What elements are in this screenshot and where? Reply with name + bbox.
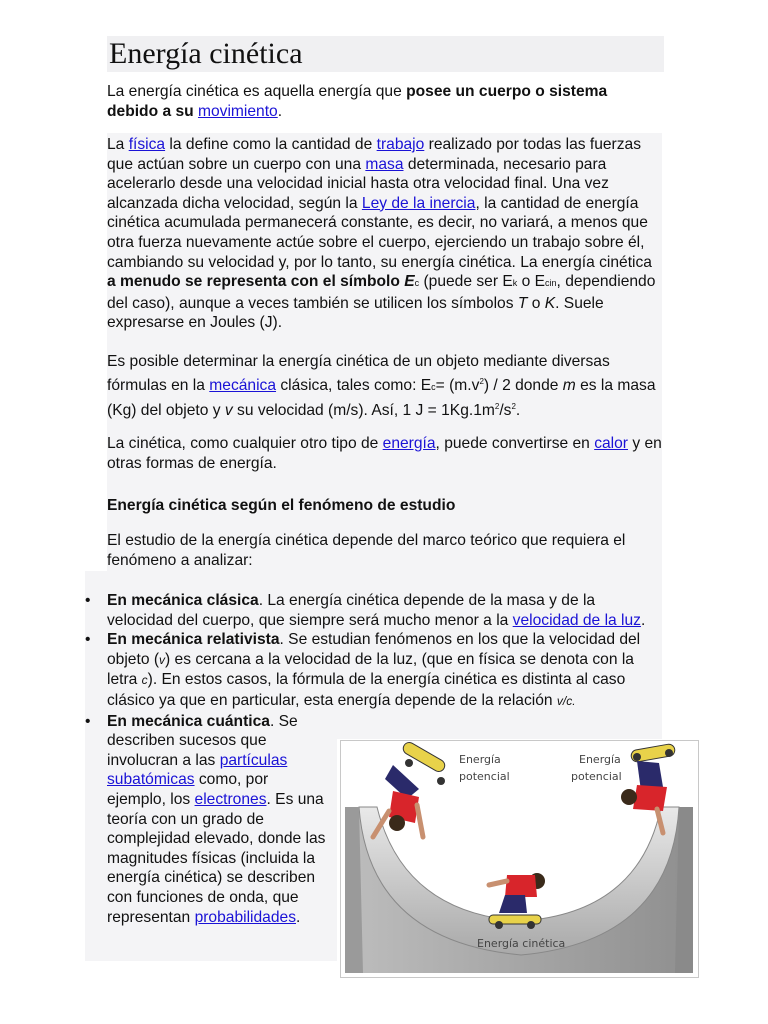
skater-bottom (489, 873, 545, 929)
label-energia-potencial-left: Energía (459, 753, 501, 766)
link-mecanica[interactable]: mecánica (209, 376, 277, 394)
link-trabajo[interactable]: trabajo (376, 136, 425, 153)
study-paragraph: El estudio de la energía cinética depende del marco teórico que requiera el fenómeno a analizar: (107, 532, 626, 569)
link-ley-inercia[interactable]: Ley de la inercia (361, 194, 476, 212)
link-particulas-subatomicas[interactable]: partículas subatómicas (107, 751, 288, 789)
link-velocidad-luz[interactable]: velocidad de la luz (512, 611, 641, 629)
list-item-relativista: • En mecánica relativista. Se estudian fenómenos en los que la velocidad del objeto (v) es cercana a la velocidad de la luz, (que en física se denota con la letra c). En estos casos, la fórmula de la energía cinética es distinta al caso clásico ya que en particular, esta energía depende de la relación v/c. (85, 631, 641, 709)
list-item-cuantica: • En mecánica cuántica. Se describen sucesos que involucran a las partículas subatómicas como, por ejemplo, los electrones. Es una teoría con un grado de complejidad elevado, donde las magnitudes físicas (incluida la energía cinética) se describen con funciones de onda, que representan probabilidades. (85, 712, 326, 926)
link-masa[interactable]: masa (365, 155, 404, 173)
label-energia-potencial-left-2: potencial (459, 770, 510, 783)
link-probabilidades[interactable]: probabilidades (194, 908, 296, 926)
link-fisica[interactable]: física (128, 136, 166, 153)
label-energia-potencial-right-2: potencial (571, 770, 622, 783)
link-calor[interactable]: calor (594, 435, 628, 452)
link-electrones[interactable]: electrones (194, 790, 267, 808)
label-energia-cinetica: Energía cinética (477, 937, 566, 950)
intro-paragraph: La energía cinética es aquella energía que posee un cuerpo o sistema debido a su movimiento. (107, 83, 608, 120)
section-subheading: Energía cinética según el fenómeno de estudio (107, 497, 456, 514)
formula-paragraph: Es posible determinar la energía cinética de un objeto mediante diversas fórmulas en la mecánica clásica, tales como: $Ec= (m.v^2) / 2$ donde m es la masa (Kg) del objeto y v su velocidad (m/s). Así, 1 $J = 1Kg.1m^2/s^2$. (107, 353, 656, 420)
bullet-icon: • (85, 712, 91, 730)
conversion-paragraph: La cinética, como cualquier otro tipo de energía, puede convertirse en calor y en otras formas de energía. (107, 435, 662, 472)
page-title: Energía cinética (107, 36, 664, 72)
halfpipe-illustration (340, 740, 699, 978)
list-item-clasica: • En mecánica clásica. La energía cinética depende de la masa y de la velocidad del cuerpo, que siempre será mucho menor a la velocidad de la luz. (85, 592, 646, 629)
link-movimiento[interactable]: movimiento (197, 102, 278, 120)
bullet-icon: • (85, 631, 91, 649)
bullet-icon: • (85, 592, 91, 609)
skater-left (373, 741, 447, 837)
label-energia-potencial-right: Energía (579, 753, 621, 766)
link-energia[interactable]: energía (382, 435, 436, 452)
definition-paragraph: La física la define como la cantidad de trabajo realizado por todas las fuerzas que actúan sobre un cuerpo con una masa determinada, necesario para acelerarlo desde una velocidad inicial hasta otra velocidad final. Una vez alcanzada dicha velocidad, según la Ley de la inercia, la cantidad de energía cinética acumulada permanecerá constante, es decir, no variará, a menos que otra fuerza nuevamente actúe sobre el cuerpo, ejerciendo un trabajo sobre él, cambiando su velocidad y, por lo tanto, su energía cinética. La energía cinética a menudo se representa con el símbolo Ec (puede ser Ek o Ecin, dependiendo del caso), aunque a veces también se utilicen los símbolos T o K. Suele expresarse en Joules (J). (107, 136, 656, 332)
halfpipe-svg (341, 741, 698, 977)
